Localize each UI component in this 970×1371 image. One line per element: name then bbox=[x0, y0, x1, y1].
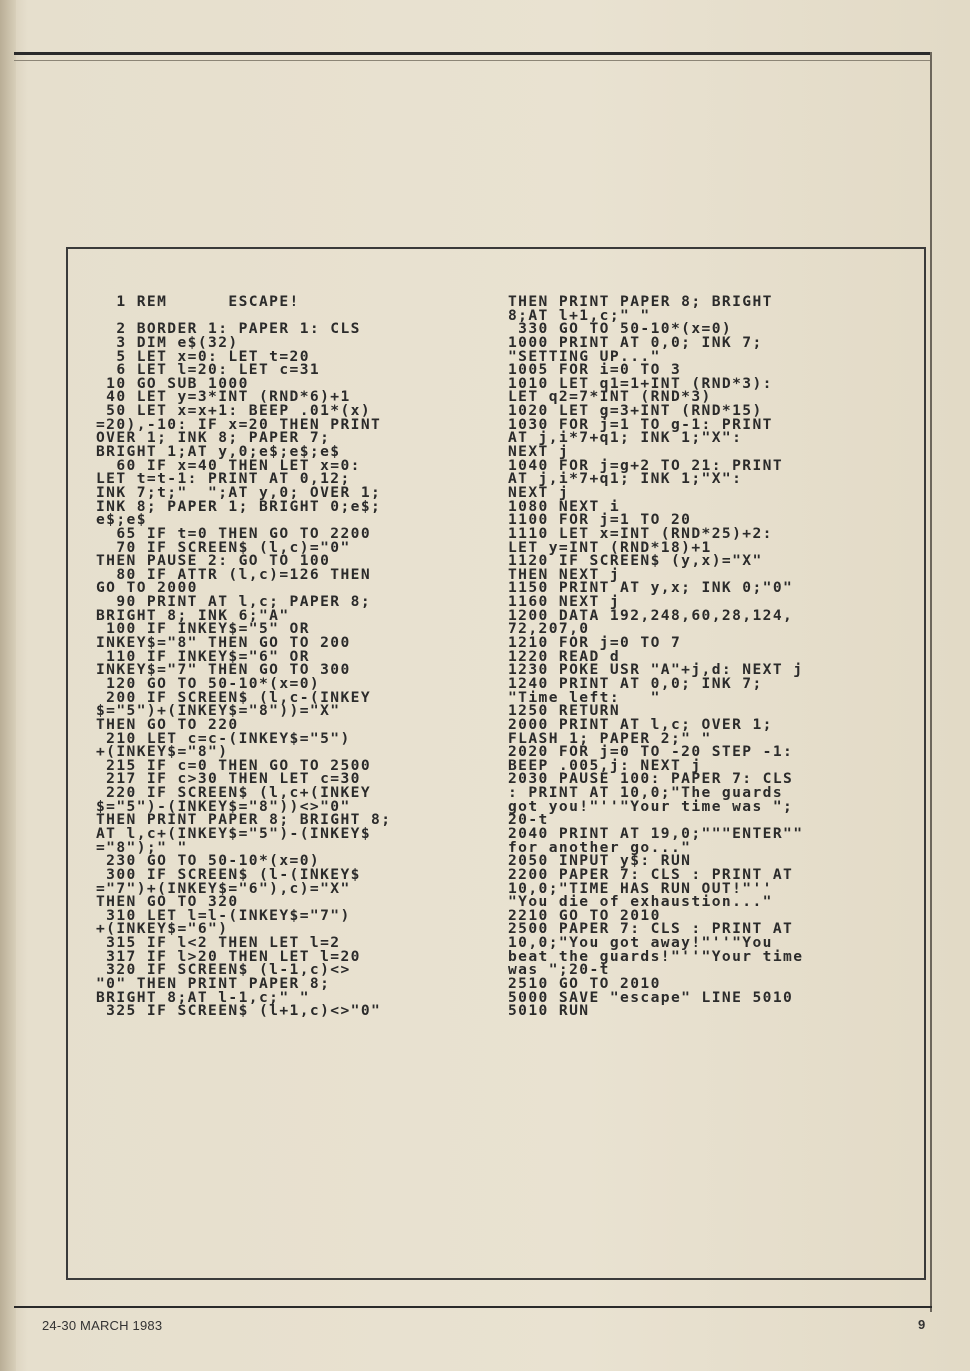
code-line: 220 IF SCREEN$ (l,c+(INKEY bbox=[96, 784, 372, 802]
code-line: 1020 LET g=3+INT (RND*15) bbox=[508, 402, 763, 420]
code-line: AT j,i*7+q1; INK 1;"X": bbox=[508, 470, 743, 488]
code-line: 2030 PAUSE 100: PAPER 7: CLS bbox=[508, 770, 794, 788]
code-line: 65 IF t=0 THEN GO TO 2200 bbox=[96, 524, 372, 542]
code-line: THEN NEXT j bbox=[508, 565, 621, 583]
code-line: LET t=t-1: PRINT AT 0,12; bbox=[96, 470, 351, 488]
code-line: 1210 FOR j=0 TO 7 bbox=[508, 634, 682, 652]
code-line: 310 LET l=l-(INKEY$="7") bbox=[96, 906, 351, 924]
listing-left-column bbox=[96, 295, 486, 1018]
code-line: 1080 NEXT i bbox=[508, 497, 621, 515]
code-line: 317 IF l>20 THEN LET l=20 bbox=[96, 947, 361, 965]
code-line: 10 GO SUB 1000 bbox=[96, 374, 249, 392]
code-line: 1230 POKE USR "A"+j,d: NEXT j bbox=[508, 661, 804, 679]
code-line: GO TO 2000 bbox=[96, 579, 198, 597]
code-line: +(INKEY$="8") bbox=[96, 743, 229, 761]
issue-date: 24-30 MARCH 1983 bbox=[42, 1318, 163, 1333]
code-line: 5010 RUN bbox=[508, 1002, 590, 1020]
code-line: 315 IF l<2 THEN LET l=2 bbox=[96, 934, 341, 952]
bottom-rule bbox=[14, 1306, 932, 1308]
code-line: 50 LET x=x+1: BEEP .01*(x) bbox=[96, 402, 372, 420]
code-line: =20),-10: IF x=20 THEN PRINT bbox=[96, 415, 382, 433]
code-line: BRIGHT 8;AT l-1,c;" " bbox=[96, 988, 310, 1006]
code-line: $="5")-(INKEY$="8"))<>"0" bbox=[96, 797, 351, 815]
code-line: LET q2=7*INT (RND*3) bbox=[508, 388, 712, 406]
code-line: beat the guards!"''"Your time bbox=[508, 947, 804, 965]
code-line: 5000 SAVE "escape" LINE 5010 bbox=[508, 988, 794, 1006]
code-line: THEN GO TO 320 bbox=[96, 893, 239, 911]
code-line: 80 IF ATTR (l,c)=126 THEN bbox=[96, 565, 372, 583]
code-line: 2510 GO TO 2010 bbox=[508, 975, 661, 993]
page-number: 9 bbox=[918, 1317, 926, 1332]
code-line: OVER 1; INK 8; PAPER 7; bbox=[96, 429, 331, 447]
code-line: 110 IF INKEY$="6" OR bbox=[96, 647, 310, 665]
code-line: was ";20-t bbox=[508, 961, 610, 979]
code-line: ="8");" " bbox=[96, 838, 188, 856]
code-line: AT l,c+(INKEY$="5")-(INKEY$ bbox=[96, 824, 372, 842]
code-line: 90 PRINT AT l,c; PAPER 8; bbox=[96, 593, 372, 611]
code-line: 320 IF SCREEN$ (l-1,c)<> bbox=[96, 961, 351, 979]
code-line: 2500 PAPER 7: CLS : PRINT AT bbox=[508, 920, 794, 938]
code-line: for another go..." bbox=[508, 838, 692, 856]
code-line: 1120 IF SCREEN$ (y,x)="X" bbox=[508, 552, 763, 570]
code-line: BRIGHT 8; INK 6;"A" bbox=[96, 606, 290, 624]
code-line: e$;e$ bbox=[96, 511, 147, 529]
code-line: THEN PRINT PAPER 8; BRIGHT 8; bbox=[96, 811, 392, 829]
code-line: 1010 LET q1=1+INT (RND*3): bbox=[508, 374, 773, 392]
code-line: 1040 FOR j=g+2 TO 21: PRINT bbox=[508, 456, 784, 474]
code-line: "SETTING UP..." bbox=[508, 347, 661, 365]
code-line: 72,207,0 bbox=[508, 620, 590, 638]
top-rule bbox=[14, 52, 932, 55]
code-line: got you!"''"Your time was "; bbox=[508, 797, 794, 815]
code-line: 60 IF x=40 THEN LET x=0: bbox=[96, 456, 361, 474]
code-line: 1150 PRINT AT y,x; INK 0;"0" bbox=[508, 579, 794, 597]
code-line: BRIGHT 1;AT y,0;e$;e$;e$ bbox=[96, 443, 341, 461]
code-line: INKEY$="8" THEN GO TO 200 bbox=[96, 634, 351, 652]
code-line: 2050 INPUT y$: RUN bbox=[508, 852, 692, 870]
code-line: : PRINT AT 10,0;"The guards bbox=[508, 784, 784, 802]
code-line: BEEP .005,j: NEXT j bbox=[508, 756, 702, 774]
code-line: 230 GO TO 50-10*(x=0) bbox=[96, 852, 321, 870]
code-line: 1110 LET x=INT (RND*25)+2: bbox=[508, 524, 773, 542]
code-line: 1000 PRINT AT 0,0; INK 7; bbox=[508, 333, 763, 351]
code-line: FLASH 1; PAPER 2;" " bbox=[508, 729, 712, 747]
code-line: 1250 RETURN bbox=[508, 702, 621, 720]
code-line: 1200 DATA 192,248,60,28,124, bbox=[508, 606, 794, 624]
code-line: 1030 FOR j=1 TO g-1: PRINT bbox=[508, 415, 773, 433]
code-line: 330 GO TO 50-10*(x=0) bbox=[508, 320, 733, 338]
code-line: 120 GO TO 50-10*(x=0) bbox=[96, 674, 321, 692]
code-line: 100 IF INKEY$="5" OR bbox=[96, 620, 310, 638]
top-rule-thin bbox=[14, 60, 932, 61]
code-line: THEN PRINT PAPER 8; BRIGHT bbox=[508, 293, 773, 310]
code-line: 10,0;"You got away!"''"You bbox=[508, 934, 773, 952]
code-line: "0" THEN PRINT PAPER 8; bbox=[96, 975, 331, 993]
code-line: 20-t bbox=[508, 811, 549, 829]
code-line: NEXT j bbox=[508, 443, 570, 461]
code-line: THEN GO TO 220 bbox=[96, 715, 239, 733]
code-line: 40 LET y=3*INT (RND*6)+1 bbox=[96, 388, 351, 406]
right-rule bbox=[930, 52, 932, 1312]
code-line: ="7")+(INKEY$="6"),c)="X" bbox=[96, 879, 351, 897]
code-line: 325 IF SCREEN$ (l+1,c)<>"0" bbox=[96, 1002, 382, 1020]
code-line: AT j,i*7+q1; INK 1;"X": bbox=[508, 429, 743, 447]
code-line: 6 LET l=20: LET c=31 bbox=[96, 361, 321, 379]
code-line: 300 IF SCREEN$ (l-(INKEY$ bbox=[96, 865, 361, 883]
code-line: 2020 FOR j=0 TO -20 STEP -1: bbox=[508, 743, 794, 761]
code-line: 1220 READ d bbox=[508, 647, 621, 665]
code-line: 210 LET c=c-(INKEY$="5") bbox=[96, 729, 351, 747]
code-line: 5 LET x=0: LET t=20 bbox=[96, 347, 310, 365]
code-line: "Time left: " bbox=[508, 688, 661, 706]
code-line: 2000 PRINT AT l,c; OVER 1; bbox=[508, 715, 773, 733]
code-line: 2200 PAPER 7: CLS : PRINT AT bbox=[508, 865, 794, 883]
code-line: 217 IF c>30 THEN LET c=30 bbox=[96, 770, 361, 788]
code-line: 215 IF c=0 THEN GO TO 2500 bbox=[96, 756, 372, 774]
code-line: 2 BORDER 1: PAPER 1: CLS bbox=[96, 320, 361, 338]
code-line: INKEY$="7" THEN GO TO 300 bbox=[96, 661, 351, 679]
code-line: +(INKEY$="6") bbox=[96, 920, 229, 938]
code-line: 1160 NEXT j bbox=[508, 593, 621, 611]
code-line: 70 IF SCREEN$ (l,c)="0" bbox=[96, 538, 351, 556]
code-line: $="5")+(INKEY$="8"))="X" bbox=[96, 702, 341, 720]
code-line: NEXT j bbox=[508, 483, 570, 501]
listing-right-column bbox=[508, 295, 908, 1018]
code-line: 2210 GO TO 2010 bbox=[508, 906, 661, 924]
code-line: 8;AT l+1,c;" " bbox=[508, 306, 651, 324]
code-line: LET y=INT (RND*18)+1 bbox=[508, 538, 712, 556]
code-line: THEN PAUSE 2: GO TO 100 bbox=[96, 552, 331, 570]
page-spine-shadow bbox=[0, 0, 16, 1371]
code-line: 1 REM ESCAPE! bbox=[96, 293, 300, 310]
code-line: 3 DIM e$(32) bbox=[96, 333, 239, 351]
code-line: 2040 PRINT AT 19,0;"""ENTER"" bbox=[508, 824, 804, 842]
code-line: INK 7;t;" ";AT y,0; OVER 1; bbox=[96, 483, 382, 501]
code-line: INK 8; PAPER 1; BRIGHT 0;e$; bbox=[96, 497, 382, 515]
code-line: 1100 FOR j=1 TO 20 bbox=[508, 511, 692, 529]
code-line: 1005 FOR i=0 TO 3 bbox=[508, 361, 682, 379]
code-line: 1240 PRINT AT 0,0; INK 7; bbox=[508, 674, 763, 692]
code-line: 10,0;"TIME HAS RUN OUT!"'' bbox=[508, 879, 773, 897]
code-line: "You die of exhaustion..." bbox=[508, 893, 773, 911]
code-line: 200 IF SCREEN$ (l,c-(INKEY bbox=[96, 688, 372, 706]
